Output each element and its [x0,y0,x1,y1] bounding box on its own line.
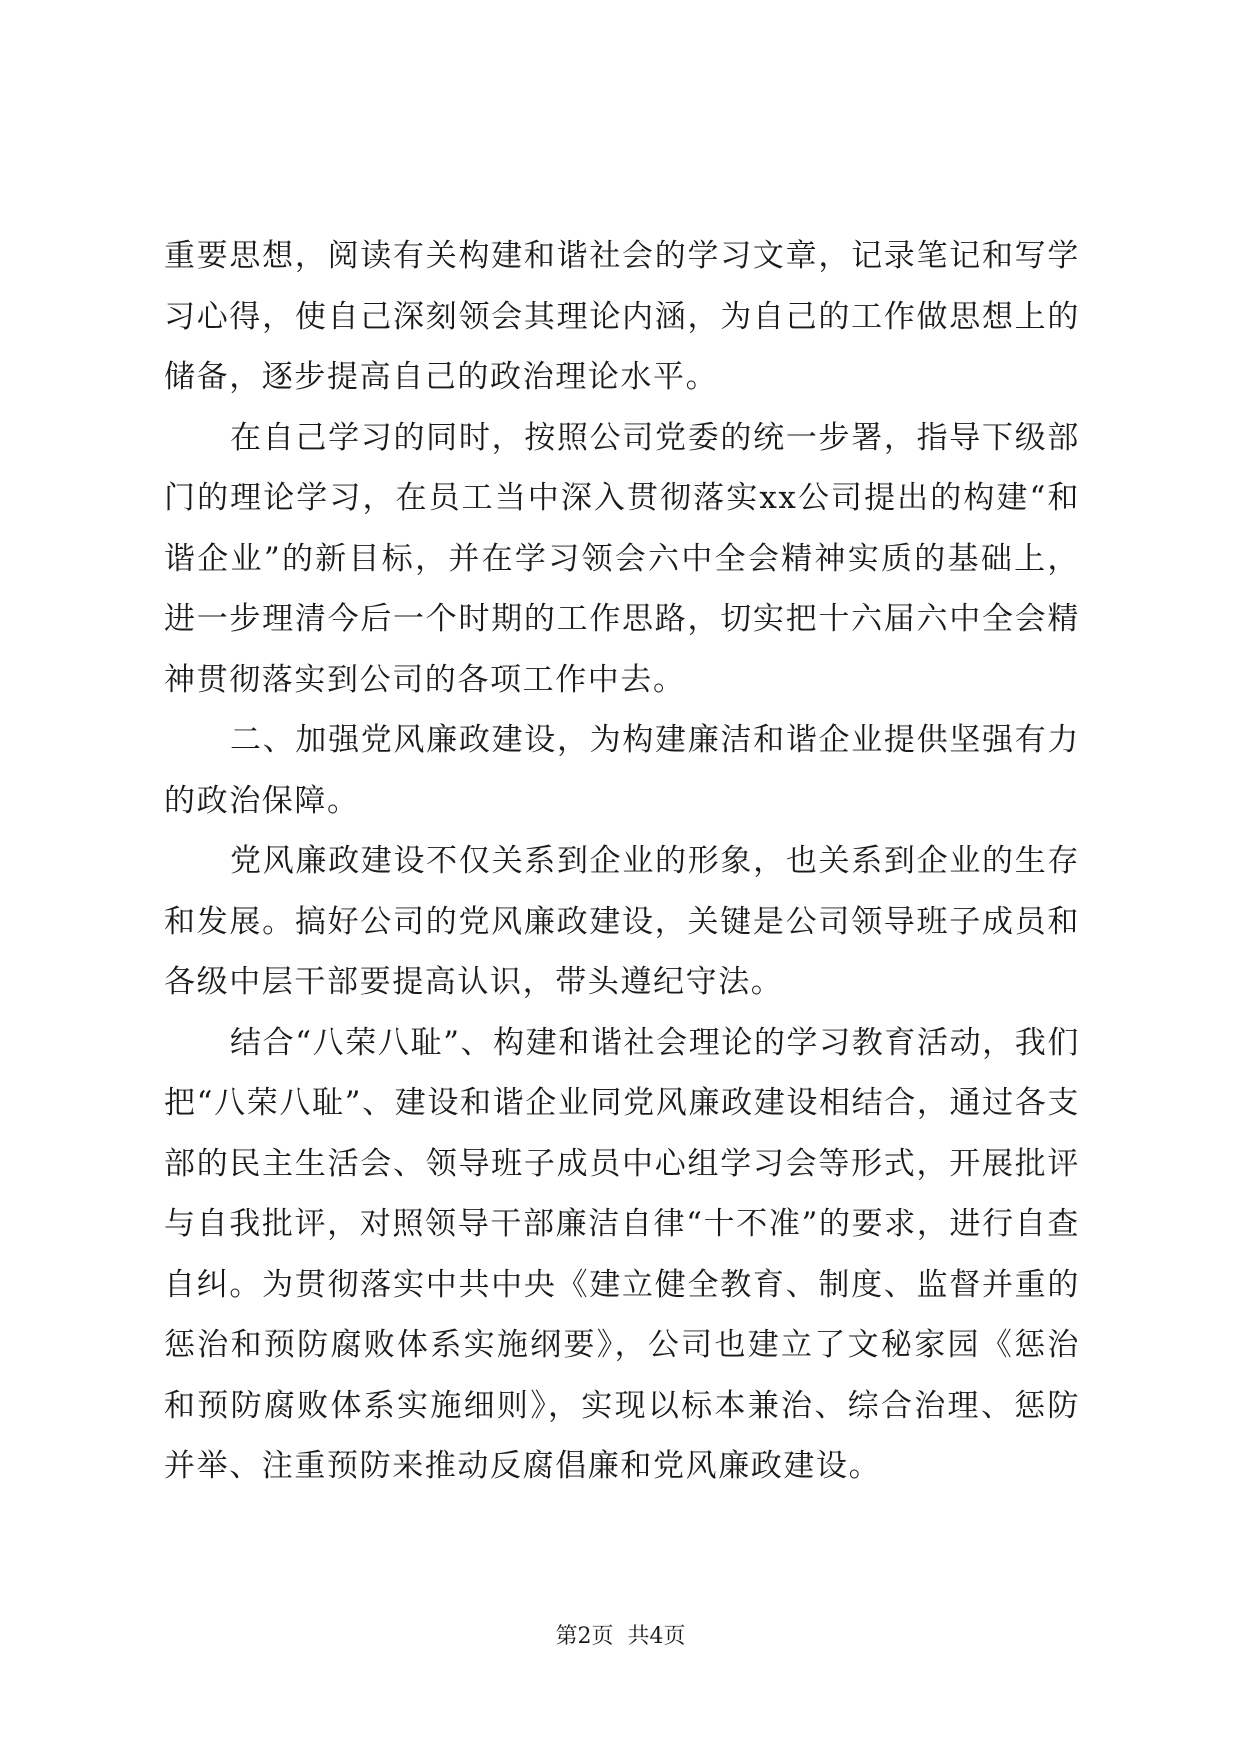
paragraph-study-deployment: 在自己学习的同时，按照公司党委的统一步署，指导下级部门的理论学习，在员工当中深入贯彻落实xx公司提出的构建“和谐企业”的新目标，并在学习领会六中全会精神实质的基础上，进一步理清今后一个时期的工作思路，切实把十六届六中全会精神贯彻落实到公司的各项工作中去。 [164,419,1080,698]
page-total: 共4页 [627,1624,686,1649]
page-footer [0,1622,1241,1652]
section-heading-party-conduct: 二、加强党风廉政建设，为构建廉洁和谐企业提供坚强有力的政治保障。 [164,722,1080,819]
document-body [164,226,1080,1497]
page-number: 第2页 [555,1624,614,1649]
paragraph-party-conduct-importance: 党风廉政建设不仅关系到企业的形象，也关系到企业的生存和发展。搞好公司的党风廉政建设，关键是公司领导班子成员和各级中层干部要提高认识，带头遵纪守法。 [164,843,1080,1000]
paragraph-education-activities: 结合“八荣八耻”、构建和谐社会理论的学习教育活动，我们把“八荣八耻”、建设和谐企业同党风廉政建设相结合，通过各支部的民主生活会、领导班子成员中心组学习会等形式，开展批评与自我批评，对照领导干部廉洁自律“十不准”的要求，进行自查自纠。为贯彻落实中共中央《建立健全教育、制度、监督并重的惩治和预防腐败体系实施纲要》，公司也建立了文秘家园《惩治和预防腐败体系实施细则》，实现以标本兼治、综合治理、惩防并举、注重预防来推动反腐倡廉和党风廉政建设。 [164,1024,1080,1484]
paragraph-continuation: 重要思想，阅读有关构建和谐社会的学习文章，记录笔记和写学习心得，使自己深刻领会其理论内涵，为自己的工作做思想上的储备，逐步提高自己的政治理论水平。 [164,238,1080,395]
